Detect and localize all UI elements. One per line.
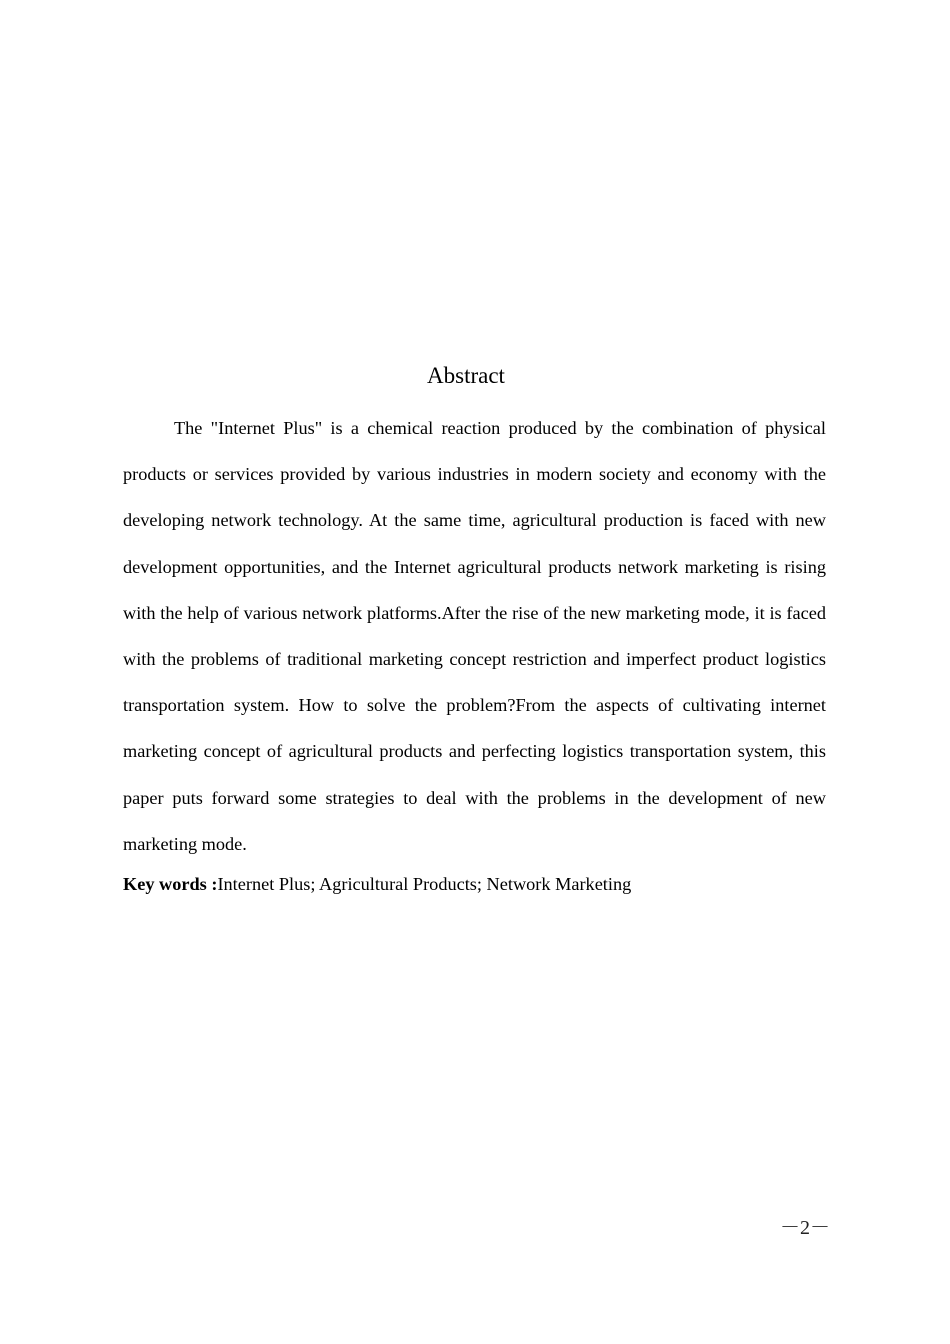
keywords-text: Internet Plus; Agricultural Products; Network Marketing	[217, 874, 632, 894]
keywords-label: Key words :	[123, 874, 218, 894]
page-number: －2－	[780, 1217, 830, 1239]
abstract-body: The "Internet Plus" is a chemical reaction produced by the combination of physical products or services provided by various industries in modern society and economy with the developing network technology. At the same time, agricultural production is faced with new development opportunities, and the Internet agricultural products network marketing is rising with the help of various network platforms.After the rise of the new marketing mode, it is faced with the problems of traditional marketing concept restriction and imperfect product logistics transportation system. How to solve the problem?From the aspects of cultivating internet marketing concept of agricultural products and perfecting logistics transportation system, this paper puts forward some strategies to deal with the problems in the development of new marketing mode.	[123, 418, 826, 854]
keywords-line	[123, 868, 826, 900]
abstract-title: Abstract	[427, 363, 505, 388]
